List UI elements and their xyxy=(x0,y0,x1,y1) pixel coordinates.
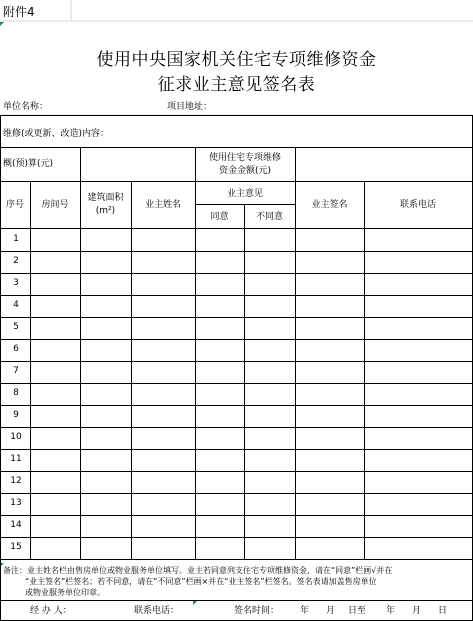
row-number: 8 xyxy=(13,388,19,398)
remarks-line-2: “业主签名”栏签名；若不同意，请在“不同意”栏画×并在“业主签名”栏签名。签名表请加盖售房单位 xyxy=(25,577,377,586)
day-to-label: 日至 xyxy=(348,606,367,616)
day-label-2: 日 xyxy=(438,606,448,616)
month-label-1: 月 xyxy=(326,606,336,616)
row-number: 10 xyxy=(10,432,22,442)
col-phone: 联系电话 xyxy=(399,200,436,210)
remarks xyxy=(3,565,468,598)
row-number: 6 xyxy=(13,344,19,354)
col-disagree: 不同意 xyxy=(255,212,283,222)
month-label-2: 月 xyxy=(412,606,422,616)
row-number: 2 xyxy=(13,256,19,266)
row-number: 5 xyxy=(13,322,19,332)
attachment-label: 附件4 xyxy=(3,5,35,19)
fund-amount-label-1: 使用住宅专项维修 xyxy=(208,153,281,163)
page-title-line1: 使用中央国家机关住宅专项维修资金 xyxy=(96,50,377,70)
row-number: 1 xyxy=(13,234,19,244)
handler-label: 经 办 人： xyxy=(30,606,72,616)
budget-label: 概(预)算(元) xyxy=(3,159,54,169)
row-number: 12 xyxy=(10,476,22,486)
col-room: 房间号 xyxy=(41,200,69,210)
remarks-line-3: 或物业服务单位印章。 xyxy=(25,588,105,597)
row-number: 3 xyxy=(13,278,19,288)
remarks-line-1: 备注：业主姓名栏由售房单位或物业服务单位填写。业主若同意列支住宅专项维修资金，请在“同意”栏画√并在 xyxy=(3,566,393,575)
col-owner-signature: 业主签名 xyxy=(311,200,348,210)
col-owner-opinion: 业主意见 xyxy=(226,189,263,199)
year-label-1: 年 xyxy=(300,606,310,616)
year-label-2: 年 xyxy=(386,606,396,616)
repair-content-label: 维修(或更新、改造)内容： xyxy=(3,129,110,139)
fund-amount-label-2: 资金金额(元) xyxy=(218,166,272,176)
row-number: 15 xyxy=(10,542,22,552)
unit-name-label: 单位名称： xyxy=(3,102,49,112)
row-number: 13 xyxy=(10,498,22,508)
contact-phone-label: 联系电话： xyxy=(134,606,180,616)
col-area-2: (m²) xyxy=(95,206,116,216)
sign-time-label: 签名时间： xyxy=(234,606,280,616)
col-seq: 序号 xyxy=(5,200,24,210)
row-number: 4 xyxy=(13,300,19,310)
row-number: 7 xyxy=(13,366,19,376)
row-number: 11 xyxy=(10,454,22,464)
row-number: 14 xyxy=(10,520,22,530)
row-number: 9 xyxy=(13,410,19,420)
col-owner-name: 业主姓名 xyxy=(144,200,181,210)
col-agree: 同意 xyxy=(210,212,229,222)
page-title-line2: 征求业主意见签名表 xyxy=(157,75,316,95)
project-address-label: 项目地址： xyxy=(167,102,213,112)
col-area-1: 建筑面积 xyxy=(87,193,124,203)
